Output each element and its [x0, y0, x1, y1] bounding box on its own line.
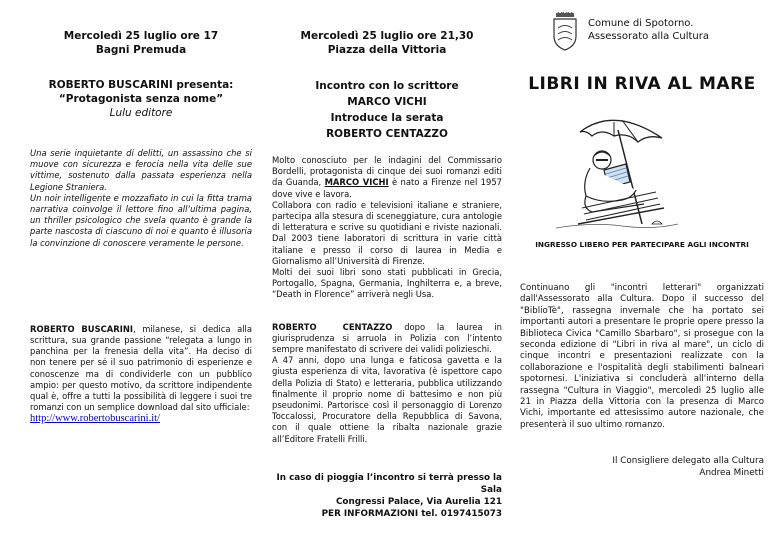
centazzo-name: ROBERTO CENTAZZO: [272, 321, 393, 332]
event1-date: Mercoledì 25 luglio ore 17: [63, 30, 219, 42]
centazzo-bio: [272, 322, 502, 445]
event2-venue: Piazza della Vittoria: [327, 44, 447, 56]
event1-book-title: “Protagonista senza nome”: [58, 93, 224, 105]
column-middle: [272, 0, 502, 520]
reading-on-beach-illustration: [552, 112, 682, 232]
free-entry-notice: INGRESSO LIBERO PER PARTECIPARE AGLI INCONTRI: [535, 240, 749, 249]
event1-publisher: Lulu editore: [109, 107, 173, 119]
synopsis-p1: Una serie inquietante di delitti, un assassino che si muove con sicurezza e ferocia nella vita delle sue vittime, sostenuto dalla passata esperienza nella Legione Straniera.: [30, 148, 252, 192]
info-phone: PER INFORMAZIONI tel. 0197415073: [321, 508, 502, 519]
department-name: Assessorato alla Cultura: [588, 31, 709, 42]
vichi-bio-intro: Molto conosciuto per le indagini del Commissario Bordelli, protagonista di cinque dei suoi romanzi editi da Guanda,: [272, 155, 502, 188]
flyer-title: LIBRI IN RIVA AL MARE: [528, 74, 756, 94]
vichi-bio-p3: Molti dei suoi libri sono stati pubblicati in Grecia, Portogallo, Spagna, Germania, Inghilterra e, a breve, “Death in Florence” arriverà negli Usa.: [272, 267, 502, 300]
vichi-bio-p2: Collabora con radio e televisioni italiane e straniere, partecipa alla stesura di sceneggiature, cura antologie di letteratura e scrive su quotidiani e riviste nazionali. Dal 2003 tiene laboratori di scrittura in varie città italiane e presso il corso di laurea in Media e Giornalismo all’Università di Firenze.: [272, 199, 502, 266]
event2-author: MARCO VICHI: [347, 96, 427, 108]
signature-name: Andrea Minetti: [699, 468, 764, 479]
event2-line1: Incontro con lo scrittore: [315, 80, 459, 92]
column-right: [520, 0, 764, 94]
vichi-name: MARCO VICHI: [324, 177, 389, 188]
rain-notice: [272, 472, 502, 520]
municipality-name: Comune di Spotorno.: [588, 18, 694, 29]
event1-bio: [30, 324, 252, 414]
rain-line1: In caso di pioggia l’incontro si terrà presso la Sala: [276, 472, 502, 495]
signature-role: Il Consigliere delegato alla Cultura: [612, 456, 764, 467]
right-column-body: [520, 240, 764, 479]
column-left: [30, 0, 252, 424]
synopsis-p2: Un noir intelligente e mozzafiato in cui la fitta trama narrativa coinvolge il lettore fino all’ultima pagina, un thriller psicologico che svela quanto è grande la parte nascosta di ciascuno di noi e quanto è illusoria la convinzione di conoscere veramente le persone.: [30, 192, 252, 248]
event2-host: ROBERTO CENTAZZO: [326, 128, 448, 140]
signature-block: [520, 455, 764, 479]
author-website-link[interactable]: http://www.robertobuscarini.it/: [30, 413, 160, 425]
initiative-description: Continuano gli "incontri letterari" organizzati dall'Assessorato alla Cultura. Dopo il successo del "BiblioTè", rassegna invernale che ha portato sei importanti autori a presentare le proprie opere presso la Biblioteca Civica "Camillo Sbarbaro", si prosegue con la seconda edizione di "Libri in riva al mare", un ciclo di cinque incontri e presentazioni realizzate con la collaborazione e l'ospitalità degli stabilimenti balneari spotornesi. L'iniziativa si concluderà all'interno della rassegna "Cultura in Viaggio", mercoledì 25 luglio alle 21 in Piazza della Vittoria con la presenza di Marco Vichi, importante ed attesissimo autore nazionale, che presenterà il suo ultimo romanzo.: [520, 283, 764, 430]
event2-line3: Introduce la serata: [330, 112, 444, 124]
rain-line2: Congressi Palace, Via Aurelia 121: [335, 496, 502, 507]
vichi-bio: [272, 155, 502, 301]
event1-synopsis: [30, 148, 252, 249]
event1-presenter: ROBERTO BUSCARINI presenta:: [48, 79, 234, 91]
event1-venue: Bagni Premuda: [95, 44, 187, 56]
centazzo-bio-intro: dopo la laurea in giurisprudenza si arruola in Polizia con l’intento sempre manifestato di scrivere dei validi polizieschi.: [272, 321, 502, 355]
vichi-bio-birth: è nato a Firenze nel 1957 dove vive e lavora.: [272, 177, 502, 199]
centazzo-bio-p2: A 47 anni, dopo una lunga e faticosa gavetta e la giusta esperienza di vita, lavorativa (è ispettore capo della Polizia di Stato) e letteraria, pubblica utilizzando finalmente il proprio nome di battesimo e non più pseudonimi. Partorisce così il personaggio di Lorenzo Toccalossi, Procuratore della Repubblica di Savona, con il quale ottiene la ribalta nazionale grazie all’Editore Fratelli Frilli.: [272, 355, 502, 444]
event2-date: Mercoledì 25 luglio ore 21,30: [300, 30, 474, 42]
bio-author-name: ROBERTO BUSCARINI: [30, 323, 133, 334]
bio-text: , milanese, si dedica alla scrittura, sua grande passione “relegata a lungo in panchina per la frenesia della vita”. Ha deciso di non tenere per sé il suo patrimonio di esperienze e conoscenze ma di condividerle con un pubblico ampio: per questo motivo, da scrittore indipendente qual è, offre a tutti la possibilità di leggere i suoi tre romanzi con un semplice download dal sito ufficiale:: [30, 323, 252, 413]
